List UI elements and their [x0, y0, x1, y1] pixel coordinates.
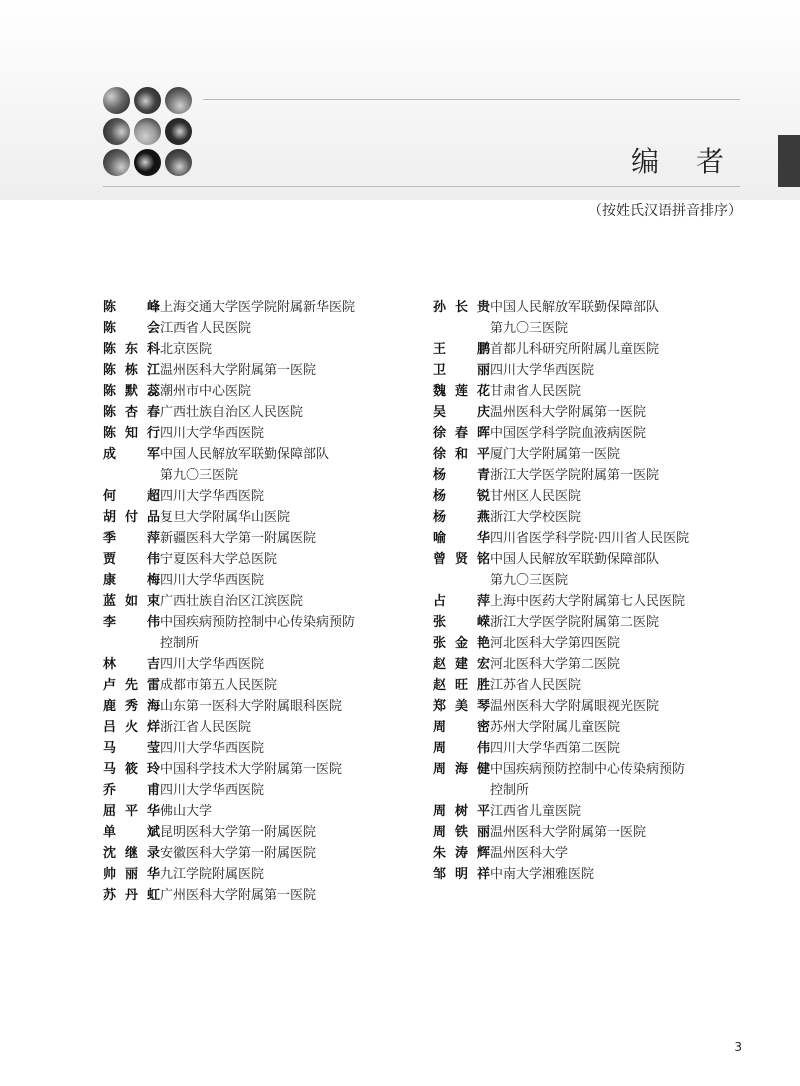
contributor-affiliation: 四川省医学科学院·四川省人民医院 [490, 531, 690, 546]
contributor-affiliation: 甘州区人民医院 [490, 489, 582, 504]
header-rule-top [203, 99, 740, 100]
microscopy-image-icon [103, 118, 130, 145]
sort-note: （按姓氏汉语拼音排序） [588, 203, 742, 219]
contributor-affiliation: 广西壮族自治区人民医院 [160, 405, 304, 420]
contributor-name: 鹿秀海 [103, 699, 160, 714]
contributor-affiliation: 广西壮族自治区江滨医院 [160, 594, 304, 609]
contributor-name: 杨青 [433, 468, 490, 483]
contributor-entry [103, 402, 433, 423]
contributor-name: 曾贤铭 [433, 552, 490, 567]
contributor-name: 陈默蕊 [103, 384, 160, 399]
contributor-entry [433, 381, 763, 402]
contributor-entry [433, 423, 763, 444]
contributor-entry [433, 696, 763, 717]
contributor-name: 单斌 [103, 825, 160, 840]
contributors-column-left [103, 297, 433, 906]
contributor-affiliation: 上海中医药大学附属第七人民医院 [490, 594, 686, 609]
contributor-affiliation: 中南大学湘雅医院 [490, 867, 595, 882]
contributor-name: 朱涛辉 [433, 846, 490, 861]
contributor-entry [433, 633, 763, 654]
contributor-name: 沈继录 [103, 846, 160, 861]
contributor-affiliation: 河北医科大学第二医院 [490, 657, 621, 672]
contributor-name: 周伟 [433, 741, 490, 756]
contributor-entry [433, 759, 763, 801]
microscopy-image-icon [134, 87, 161, 114]
contributor-name: 陈会 [103, 321, 160, 336]
contributor-name: 李伟 [103, 615, 160, 630]
contributor-entry [103, 318, 433, 339]
contributor-entry [103, 696, 433, 717]
contributor-affiliation: 中国疾病预防控制中心传染病预防 控制所 [160, 615, 356, 651]
contributor-entry [103, 738, 433, 759]
contributor-entry [433, 612, 763, 633]
contributor-affiliation: 温州医科大学附属第一医院 [490, 825, 647, 840]
microscopy-image-icon [165, 87, 192, 114]
chapter-tab [778, 135, 800, 187]
contributor-affiliation: 温州医科大学 [490, 846, 569, 861]
contributor-entry [433, 444, 763, 465]
contributor-affiliation: 温州医科大学附属第一医院 [160, 363, 317, 378]
contributor-name: 马莹 [103, 741, 160, 756]
contributor-entry [103, 780, 433, 801]
contributor-affiliation: 四川大学华西第二医院 [490, 741, 621, 756]
contributor-affiliation: 江苏省人民医院 [490, 678, 582, 693]
contributor-name: 杨锐 [433, 489, 490, 504]
contributor-name: 赵旺胜 [433, 678, 490, 693]
contributor-name: 赵建宏 [433, 657, 490, 672]
contributor-affiliation: 中国人民解放军联勤保障部队 第九〇三医院 [490, 300, 660, 336]
contributor-name: 孙长贵 [433, 300, 490, 315]
microscopy-image-icon [103, 87, 130, 114]
contributor-entry [433, 738, 763, 759]
contributor-affiliation: 四川大学华西医院 [160, 573, 265, 588]
microscopy-image-icon [165, 118, 192, 145]
contributor-entry [433, 654, 763, 675]
microscopy-image-icon [134, 149, 161, 176]
contributor-affiliation: 温州医科大学附属第一医院 [490, 405, 647, 420]
microscopy-logo-grid [103, 87, 193, 177]
contributor-affiliation: 河北医科大学第四医院 [490, 636, 621, 651]
contributor-name: 徐春晖 [433, 426, 490, 441]
contributor-entry [103, 591, 433, 612]
contributor-affiliation: 温州医科大学附属眼视光医院 [490, 699, 660, 714]
contributor-affiliation: 浙江大学医学院附属第一医院 [490, 468, 660, 483]
contributor-entry [103, 528, 433, 549]
contributor-affiliation: 复旦大学附属华山医院 [160, 510, 291, 525]
contributor-name: 卢先雷 [103, 678, 160, 693]
contributor-name: 吴庆 [433, 405, 490, 420]
contributor-name: 陈知行 [103, 426, 160, 441]
contributor-name: 乔甫 [103, 783, 160, 798]
contributor-affiliation: 四川大学华西医院 [160, 657, 265, 672]
contributor-affiliation: 首都儿科研究所附属儿童医院 [490, 342, 660, 357]
contributor-name: 林吉 [103, 657, 160, 672]
contributor-entry [103, 717, 433, 738]
contributor-entry [103, 654, 433, 675]
contributor-affiliation: 佛山大学 [160, 804, 213, 819]
page-title: 编 者 [631, 145, 738, 178]
contributor-entry [433, 297, 763, 339]
contributor-name: 喻华 [433, 531, 490, 546]
contributor-affiliation: 甘肃省人民医院 [490, 384, 582, 399]
contributor-entry [433, 717, 763, 738]
contributor-affiliation: 浙江大学校医院 [490, 510, 582, 525]
contributor-affiliation: 潮州市中心医院 [160, 384, 252, 399]
contributor-entry [103, 360, 433, 381]
contributor-entry [103, 381, 433, 402]
contributor-name: 胡付品 [103, 510, 160, 525]
contributor-affiliation: 中国疾病预防控制中心传染病预防 控制所 [490, 762, 686, 798]
contributor-entry [103, 486, 433, 507]
contributor-name: 马筱玲 [103, 762, 160, 777]
contributor-affiliation: 四川大学华西医院 [160, 426, 265, 441]
contributor-name: 张嵘 [433, 615, 490, 630]
contributor-name: 卫丽 [433, 363, 490, 378]
contributor-name: 陈东科 [103, 342, 160, 357]
contributor-name: 陈栋江 [103, 363, 160, 378]
contributor-affiliation: 九江学院附属医院 [160, 867, 265, 882]
contributor-entry [433, 486, 763, 507]
contributor-entry [433, 402, 763, 423]
contributor-name: 成军 [103, 447, 160, 462]
contributor-entry [103, 507, 433, 528]
contributor-entry [103, 339, 433, 360]
contributor-entry [103, 822, 433, 843]
contributor-entry [103, 570, 433, 591]
contributor-entry [433, 528, 763, 549]
contributor-affiliation: 新疆医科大学第一附属医院 [160, 531, 317, 546]
contributor-affiliation: 厦门大学附属第一医院 [490, 447, 621, 462]
contributor-entry [433, 507, 763, 528]
contributor-entry [103, 612, 433, 654]
microscopy-image-icon [165, 149, 192, 176]
contributor-name: 周铁丽 [433, 825, 490, 840]
header-rule-bottom [103, 186, 740, 187]
contributor-affiliation: 江西省儿童医院 [490, 804, 582, 819]
contributor-name: 周海健 [433, 762, 490, 777]
contributor-affiliation: 浙江大学医学院附属第二医院 [490, 615, 660, 630]
contributor-name: 周树平 [433, 804, 490, 819]
contributor-affiliation: 上海交通大学医学院附属新华医院 [160, 300, 356, 315]
contributor-name: 郑美琴 [433, 699, 490, 714]
contributor-affiliation: 广州医科大学附属第一医院 [160, 888, 317, 903]
contributor-affiliation: 四川大学华西医院 [160, 741, 265, 756]
contributor-name: 张金艳 [433, 636, 490, 651]
contributor-affiliation: 北京医院 [160, 342, 213, 357]
contributor-entry [103, 675, 433, 696]
contributor-affiliation: 江西省人民医院 [160, 321, 252, 336]
contributor-name: 蓝如束 [103, 594, 160, 609]
contributor-name: 魏莲花 [433, 384, 490, 399]
contributor-name: 吕火烊 [103, 720, 160, 735]
contributor-entry [103, 801, 433, 822]
contributor-affiliation: 中国医学科学院血液病医院 [490, 426, 647, 441]
contributor-entry [433, 822, 763, 843]
contributor-entry [433, 864, 763, 885]
contributor-entry [433, 591, 763, 612]
contributor-affiliation: 中国人民解放军联勤保障部队 第九〇三医院 [490, 552, 660, 588]
contributor-name: 季萍 [103, 531, 160, 546]
contributor-entry [103, 759, 433, 780]
contributor-entry [433, 465, 763, 486]
contributor-entry [103, 549, 433, 570]
contributor-affiliation: 四川大学华西医院 [160, 489, 265, 504]
contributor-entry [433, 339, 763, 360]
contributor-entry [433, 675, 763, 696]
page-number: 3 [734, 1040, 742, 1054]
contributor-name: 陈杏春 [103, 405, 160, 420]
contributor-entry [103, 444, 433, 486]
contributor-entry [103, 885, 433, 906]
contributor-affiliation: 苏州大学附属儿童医院 [490, 720, 621, 735]
contributor-name: 徐和平 [433, 447, 490, 462]
contributor-name: 邹明祥 [433, 867, 490, 882]
contributor-name: 贾伟 [103, 552, 160, 567]
contributors-column-right [433, 297, 763, 885]
contributor-affiliation: 成都市第五人民医院 [160, 678, 278, 693]
contributor-affiliation: 宁夏医科大学总医院 [160, 552, 278, 567]
contributor-name: 王鹏 [433, 342, 490, 357]
contributor-affiliation: 中国人民解放军联勤保障部队 第九〇三医院 [160, 447, 330, 483]
contributor-affiliation: 昆明医科大学第一附属医院 [160, 825, 317, 840]
microscopy-image-icon [103, 149, 130, 176]
contributor-affiliation: 中国科学技术大学附属第一医院 [160, 762, 343, 777]
contributor-entry [103, 864, 433, 885]
microscopy-image-icon [134, 118, 161, 145]
contributor-affiliation: 安徽医科大学第一附属医院 [160, 846, 317, 861]
contributor-name: 何超 [103, 489, 160, 504]
contributor-entry [103, 297, 433, 318]
contributor-affiliation: 浙江省人民医院 [160, 720, 252, 735]
contributor-name: 屈平华 [103, 804, 160, 819]
contributor-name: 占萍 [433, 594, 490, 609]
contributor-entry [103, 423, 433, 444]
contributor-name: 苏丹虹 [103, 888, 160, 903]
contributor-entry [433, 360, 763, 381]
contributor-affiliation: 山东第一医科大学附属眼科医院 [160, 699, 343, 714]
contributor-affiliation: 四川大学华西医院 [160, 783, 265, 798]
contributor-entry [433, 549, 763, 591]
contributor-entry [103, 843, 433, 864]
contributor-name: 帅丽华 [103, 867, 160, 882]
contributor-name: 康梅 [103, 573, 160, 588]
contributor-name: 陈峰 [103, 300, 160, 315]
contributor-affiliation: 四川大学华西医院 [490, 363, 595, 378]
contributor-entry [433, 843, 763, 864]
contributor-name: 周密 [433, 720, 490, 735]
contributor-name: 杨燕 [433, 510, 490, 525]
contributor-entry [433, 801, 763, 822]
